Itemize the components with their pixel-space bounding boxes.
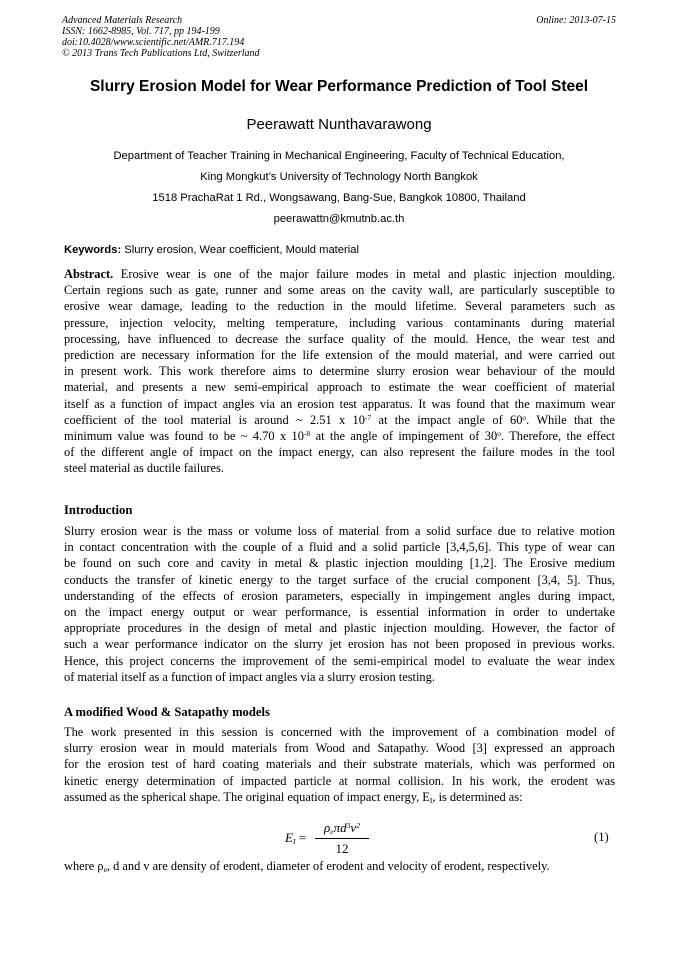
paragraph-line: such a wear performance indicator on the slurry jet erosion has not been proposed in previous works.	[64, 637, 615, 652]
abstract	[64, 266, 615, 477]
paragraph-line: of material itself as a function of impact angles via a slurry erosion testing.	[64, 669, 435, 684]
introduction-body	[64, 523, 615, 685]
exponent: -8	[303, 429, 311, 439]
abstract-line: minimum value was found to be ~ 4.70 x $10^{-8}$ at the angle of impingement of 30$^o$. Therefore, the effect	[64, 429, 615, 444]
abstract-label: Abstract.	[64, 267, 114, 281]
paragraph-line: where $\rho_e$, d and v are density of erodent, diameter of erodent and velocity of erodent, respectively.	[64, 859, 550, 874]
paper-author: Peerawatt Nunthavarawong	[246, 116, 432, 133]
abstract-line: in present work. This work therefore aims to determine slurry erosion wear behaviour of the mould	[64, 364, 615, 379]
paper-title: Slurry Erosion Model for Wear Performance Prediction of Tool Steel	[89, 78, 589, 95]
paragraph-line: in contact concentration with the couple of a fluid and a solid particle [3,4,5,6]. This type of wear can	[64, 540, 615, 555]
paragraph-line: be found on such core and cavity in metal & plastic injection moulding [1,2]. The Erosive medium	[64, 556, 615, 571]
equation-fraction	[315, 820, 369, 857]
abstract-line: erosive wear damage, leading to the reduction in the mould lifetime. Several parameters such as	[64, 299, 615, 314]
affiliation-line: 1518 PrachaRat 1 Rd., Wongsawang, Bang-Sue, Bangkok 10800, Thailand	[152, 192, 526, 204]
author-email: peerawattn@kmutnb.ac.th	[273, 213, 405, 225]
degree-mark: o	[497, 429, 501, 439]
abstract-line: itself as a function of impact angles via an erosion test apparatus. It was found that the maximum wear	[64, 396, 615, 411]
models-body	[64, 724, 615, 805]
paragraph-line: appropriate procedures in the design of metal and plastic injection moulding. However, the factor of	[64, 621, 615, 636]
copyright-line: © 2013 Trans Tech Publications Ltd, Switzerland	[62, 48, 260, 59]
section-heading-introduction: Introduction	[64, 503, 133, 517]
paragraph-line: slurry erosion wear in mould materials from Wood and Satapathy. Wood [3] expressed an approach	[64, 741, 615, 756]
abstract-line: prediction are necessary information for the life extension of the mould material, and were carried out	[64, 348, 615, 363]
issn-line: ISSN: 1662-8985, Vol. 717, pp 194-199	[62, 26, 220, 37]
where-line	[64, 858, 615, 874]
fraction-bar	[315, 838, 369, 839]
keywords-text: Slurry erosion, Wear coefficient, Mould material	[121, 244, 359, 256]
paragraph-line: understanding of the effects of erosion parameters, especially in impingement angles during impact,	[64, 588, 615, 603]
abstract-line: coefficient of the tool material is around ~ 2.51 x $10^{-7}$ at the impact angle of 60$^o$. While that the	[64, 412, 615, 427]
abstract-line: material, and presents a new semi-empirical approach to estimate the wear coefficient of material	[64, 380, 615, 395]
abstract-line: of the different angle of impact on the impact energy, can also represent the failure modes in the tool	[64, 445, 615, 460]
equation-lhs: $E_I$ =	[285, 830, 307, 846]
paragraph-line: conducts the transfer of kinetic energy to the target surface of the crucial component [3,4, 5]. Thus,	[64, 572, 615, 587]
abstract-line: Abstract. Erosive wear is one of the major failure modes in metal and plastic injection moulding.	[64, 267, 615, 281]
paragraph-line: kinetic energy determination of impacted particle at normal collision. In his work, the erodent was	[64, 773, 615, 788]
journal-name: Advanced Materials Research	[62, 15, 183, 26]
subscript: I	[429, 795, 433, 805]
paragraph-line: The work presented in this session is concerned with the improvement of a combination model of	[64, 725, 615, 739]
section-heading-models: A modified Wood & Satapathy models	[64, 705, 270, 719]
paragraph-line: Hence, this project concerns the improvement of the semi-empirical model to evaluate the wear index	[64, 653, 615, 668]
online-date: Online: 2013-07-15	[536, 15, 616, 26]
equation-number: (1)	[594, 830, 609, 844]
equation-denominator: 12	[335, 841, 349, 856]
journal-header	[62, 15, 260, 59]
affiliation-block	[40, 146, 638, 230]
abstract-line: Certain regions such as gate, runner and some areas on the cavity wall, are particularly susceptible to	[64, 283, 615, 298]
keywords-label: Keywords:	[64, 244, 122, 256]
keywords	[64, 244, 359, 256]
degree-mark: o	[522, 412, 527, 422]
abstract-line: steel material as ductile failures.	[64, 461, 224, 476]
paragraph-line: assumed as the spherical shape. The original equation of impact energy, $E_I$, is determined as:	[64, 789, 523, 805]
doi-line: doi:10.4028/www.scientific.net/AMR.717.194	[62, 37, 245, 48]
abstract-line: pressure, injection velocity, melting temperature, including various contaminants during material	[64, 315, 615, 330]
paragraph-line: Slurry erosion wear is the mass or volume loss of material from a solid surface due to relative motion	[64, 524, 615, 538]
affiliation-line: Department of Teacher Training in Mechanical Engineering, Faculty of Technical Education,	[113, 150, 565, 162]
abstract-line: processing, have influenced to decrease the surface quality of the mould. Hence, the wear test and	[64, 331, 615, 346]
paragraph-line: on the impact energy output or wear performance, is essential information in order to undertake	[64, 605, 615, 620]
equation-numerator: $\rho_e\pi d^3v^2$	[324, 820, 360, 836]
exponent: -7	[364, 412, 372, 422]
affiliation-line: King Mongkut’s University of Technology North Bangkok	[200, 171, 478, 183]
paragraph-line: for the erosion test of hard coating materials and their substrate materials, which was performed on	[64, 757, 615, 772]
